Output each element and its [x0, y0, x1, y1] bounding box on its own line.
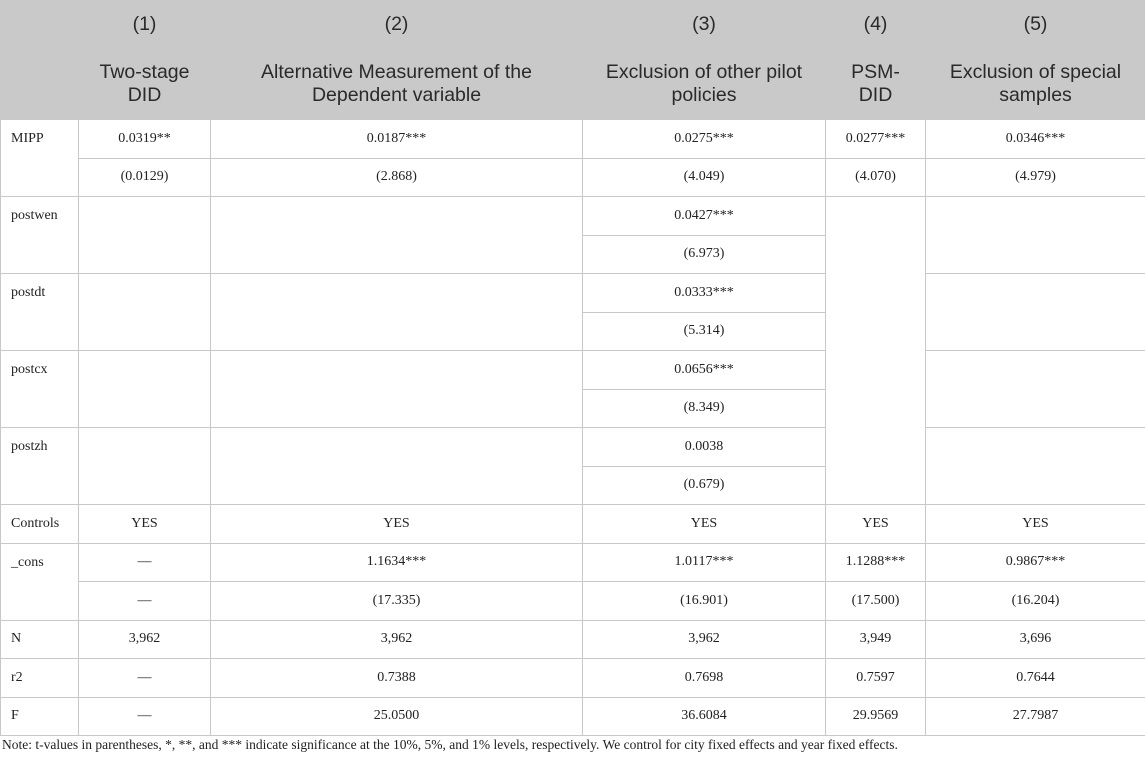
row-label: postzh: [1, 428, 79, 505]
table-cell: 0.7644: [926, 659, 1145, 698]
row-label: postwen: [1, 197, 79, 274]
table-cell: 0.0319**: [79, 120, 211, 159]
column-number: (3): [583, 1, 826, 49]
row-label: _cons: [1, 543, 79, 620]
table-cell: 0.0275***: [583, 120, 826, 159]
table-cell: 25.0500: [211, 697, 583, 736]
table-cell: 0.0038: [583, 428, 826, 467]
empty-cell: [826, 197, 926, 505]
empty-cell: [211, 428, 583, 505]
row-label: Controls: [1, 505, 79, 544]
table-cell: YES: [926, 505, 1145, 544]
table-row: [1, 582, 1145, 621]
header-corner: [1, 1, 79, 120]
table-cell: (16.204): [926, 582, 1145, 621]
table-cell: 0.9867***: [926, 543, 1145, 582]
table-cell: 0.0346***: [926, 120, 1145, 159]
empty-cell: [211, 197, 583, 274]
empty-cell: [926, 351, 1145, 428]
table-cell: —: [79, 582, 211, 621]
table-cell: 0.0277***: [826, 120, 926, 159]
empty-cell: [926, 197, 1145, 274]
table-cell: 29.9569: [826, 697, 926, 736]
table-cell: 0.0187***: [211, 120, 583, 159]
table-cell: (4.979): [926, 158, 1145, 197]
table-cell: 1.1634***: [211, 543, 583, 582]
table-cell: YES: [211, 505, 583, 544]
table-cell: YES: [826, 505, 926, 544]
table-cell: (16.901): [583, 582, 826, 621]
table-cell: 1.1288***: [826, 543, 926, 582]
column-title: Exclusion of special samples: [926, 49, 1145, 120]
row-label: MIPP: [1, 120, 79, 197]
row-label: r2: [1, 659, 79, 698]
table-cell: 0.7388: [211, 659, 583, 698]
column-title: PSM-DID: [826, 49, 926, 120]
column-title-row: [1, 49, 1145, 120]
table-row: [1, 505, 1145, 544]
table-cell: (0.0129): [79, 158, 211, 197]
table-cell: 0.7597: [826, 659, 926, 698]
row-label: postcx: [1, 351, 79, 428]
table-cell: 3,949: [826, 620, 926, 659]
table-cell: (17.500): [826, 582, 926, 621]
table-row: [1, 428, 1145, 467]
table-cell: 0.0427***: [583, 197, 826, 236]
table-cell: (6.973): [583, 235, 826, 274]
table-row: [1, 697, 1145, 736]
table-row: [1, 197, 1145, 236]
column-number: (5): [926, 1, 1145, 49]
row-label: postdt: [1, 274, 79, 351]
table-row: [1, 543, 1145, 582]
table-cell: 36.6084: [583, 697, 826, 736]
table-cell: 3,696: [926, 620, 1145, 659]
empty-cell: [79, 197, 211, 274]
empty-cell: [79, 428, 211, 505]
table-cell: 0.0656***: [583, 351, 826, 390]
table-row: [1, 158, 1145, 197]
empty-cell: [211, 351, 583, 428]
empty-cell: [926, 428, 1145, 505]
empty-cell: [211, 274, 583, 351]
table-cell: —: [79, 697, 211, 736]
column-number-row: [1, 1, 1145, 49]
table-cell: YES: [79, 505, 211, 544]
table-row: [1, 120, 1145, 159]
table-cell: (4.070): [826, 158, 926, 197]
table-cell: (4.049): [583, 158, 826, 197]
table-cell: 0.7698: [583, 659, 826, 698]
column-title: Exclusion of other pilot policies: [583, 49, 826, 120]
empty-cell: [79, 274, 211, 351]
table-cell: 3,962: [583, 620, 826, 659]
table-row: [1, 620, 1145, 659]
row-label: F: [1, 697, 79, 736]
table-cell: 1.0117***: [583, 543, 826, 582]
table-cell: (17.335): [211, 582, 583, 621]
table-note: Note: t-values in parentheses, *, **, and *** indicate significance at the 10%, 5%, and 1% levels, respectively. We control for city fixed effects and year fixed effects.: [2, 737, 898, 752]
table-cell: (2.868): [211, 158, 583, 197]
table-cell: —: [79, 659, 211, 698]
table-cell: YES: [583, 505, 826, 544]
table-cell: 27.7987: [926, 697, 1145, 736]
column-number: (2): [211, 1, 583, 49]
row-label: N: [1, 620, 79, 659]
column-title: Two-stage DID: [79, 49, 211, 120]
column-number: (4): [826, 1, 926, 49]
empty-cell: [926, 274, 1145, 351]
table-row: [1, 274, 1145, 313]
table-cell: 3,962: [211, 620, 583, 659]
table-cell: 0.0333***: [583, 274, 826, 313]
empty-cell: [79, 351, 211, 428]
table-row: [1, 659, 1145, 698]
table-cell: (5.314): [583, 312, 826, 351]
table-cell: (0.679): [583, 466, 826, 505]
table-row: [1, 351, 1145, 390]
table-cell: 3,962: [79, 620, 211, 659]
table-cell: —: [79, 543, 211, 582]
column-number: (1): [79, 1, 211, 49]
column-title: Alternative Measurement of the Dependent variable: [211, 49, 583, 120]
table-cell: (8.349): [583, 389, 826, 428]
